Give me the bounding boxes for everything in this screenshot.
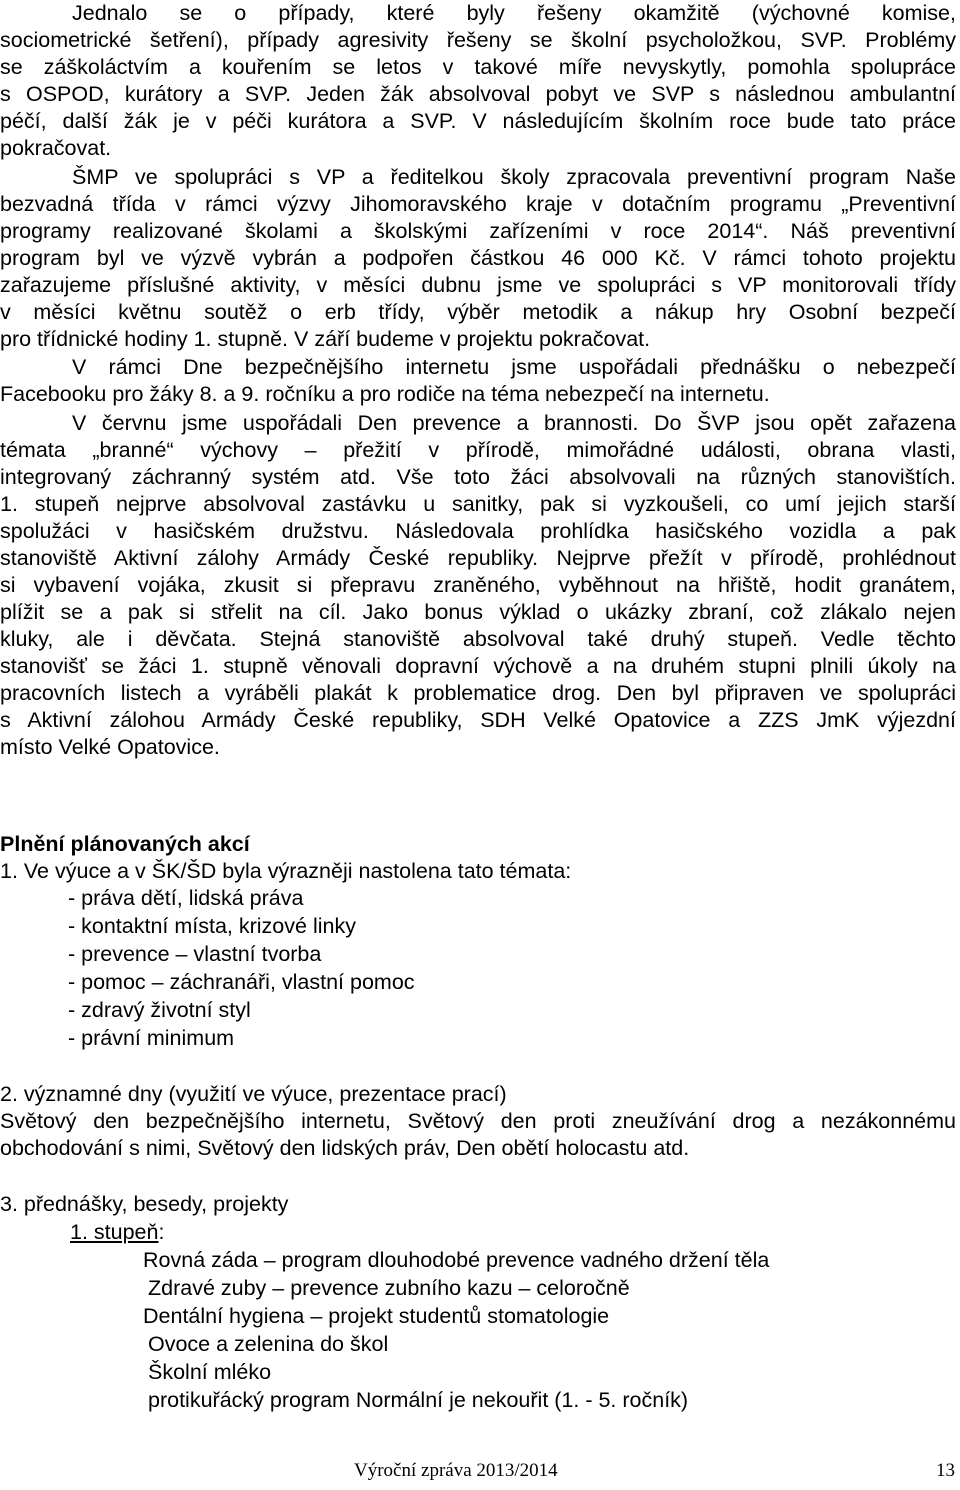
- list-title: 3. přednášky, besedy, projekty: [0, 1192, 289, 1216]
- text-line: obchodování s nimi, Světový den lidských práv, Den obětí holocastu atd.: [0, 1136, 690, 1160]
- text-line: pokračovat.: [0, 136, 112, 160]
- section-heading: Plnění plánovaných akcí: [0, 832, 250, 856]
- text-line: pracovních listech a vyráběli plakát k problematice drog. Den byl připraven ve spolupráci: [0, 681, 956, 705]
- text-line: Světový den bezpečnějšího internetu, Světový den proti zneužívání drog a nezákonnému: [0, 1109, 956, 1133]
- text-line: stanovišť se žáci 1. stupně věnovali dopravní výchově a na druhém stupni plnili úkoly na: [0, 654, 956, 678]
- text-line: V rámci Dne bezpečnějšího internetu jsme uspořádali přednášku o nebezpečí: [72, 355, 956, 379]
- list-item: - pomoc – záchranáři, vlastní pomoc: [68, 970, 415, 994]
- text-line: Jednalo se o případy, které byly řešeny okamžitě (výchovné komise,: [72, 1, 956, 25]
- text-line: bezvadná třída v rámci výzvy Jihomoravského kraje v dotačním programu „Preventivní: [0, 192, 956, 216]
- subheading-suffix: :: [158, 1220, 165, 1244]
- list-item: - právní minimum: [68, 1026, 235, 1050]
- text-line: stanoviště Aktivní zálohy Armády České republiky. Nejprve přežít v přírodě, prohlédnout: [0, 546, 956, 570]
- subheading-text: 1. stupeň: [70, 1220, 159, 1244]
- list-item: Školní mléko: [148, 1360, 272, 1384]
- list-item: - prevence – vlastní tvorba: [68, 942, 322, 966]
- text-line: 1. stupeň nejprve absolvoval zastávku u sanitky, pak si vyzkoušeli, co umí jejich starší: [0, 492, 956, 516]
- list-title: 1. Ve výuce a v ŠK/ŠD byla výrazněji nastolena tato témata:: [0, 859, 572, 883]
- page-number: 13: [936, 1460, 955, 1481]
- list-title: 2. významné dny (využití ve výuce, prezentace prací): [0, 1082, 507, 1106]
- list-item: protikuřácký program Normální je nekouřit (1. - 5. ročník): [148, 1388, 689, 1412]
- text-line: se záškoláctvím a kouřením se letos v takové míře nevyskytly, pomohla spolupráce: [0, 55, 956, 79]
- text-line: péčí, další žák je v péči kurátora a SVP. V následujícím školním roce bude tato práce: [0, 109, 956, 133]
- list-item: - práva dětí, lidská práva: [68, 886, 304, 910]
- text-line: programy realizované školami a školskými zařízeními v roce 2014“. Náš preventivní: [0, 219, 956, 243]
- list-item: Rovná záda – program dlouhodobé prevence vadného držení těla: [143, 1248, 770, 1272]
- text-line: místo Velké Opatovice.: [0, 735, 220, 759]
- text-line: pro třídnické hodiny 1. stupně. V září budeme v projektu pokračovat.: [0, 327, 651, 351]
- text-line: s Aktivní zálohou Armády České republiky, SDH Velké Opatovice a ZZS JmK výjezdní: [0, 708, 956, 732]
- text-line: spolužáci v hasičském družstvu. Následovala prohlídka hasičského vozidla a pak: [0, 519, 956, 543]
- list-item: - kontaktní místa, krizové linky: [68, 914, 356, 938]
- list-item: - zdravý životní styl: [68, 998, 251, 1022]
- text-line: sociometrické šetření), případy agresivity řešeny se školní psycholožkou, SVP. Problémy: [0, 28, 956, 52]
- text-line: ŠMP ve spolupráci s VP a ředitelkou školy zpracovala preventivní program Naše: [72, 165, 956, 189]
- text-line: program byl ve výzvě vybrán a podpořen částkou 46 000 Kč. V rámci tohoto projektu: [0, 246, 956, 270]
- text-line: kluky, ale i děvčata. Stejná stanoviště absolvoval také druhý stupeň. Vedle těchto: [0, 627, 956, 651]
- text-line: si vybavení vojáka, zkusit si přepravu zraněného, vyběhnout na hřiště, hodit granátem,: [0, 573, 956, 597]
- subheading: [70, 1219, 960, 1246]
- list-item: Dentální hygiena – projekt studentů stomatologie: [143, 1304, 610, 1328]
- text-line: zařazujeme příslušné aktivity, v měsíci dubnu jsme ve spolupráci s VP monitorovali třídy: [0, 273, 956, 297]
- text-line: integrovaný záchranný systém atd. Vše toto žáci absolvovali na různých stanovištích.: [0, 465, 956, 489]
- footer-title: Výroční zpráva 2013/2014: [354, 1460, 558, 1481]
- list-item: Ovoce a zelenina do škol: [148, 1332, 389, 1356]
- text-line: V červnu jsme uspořádali Den prevence a brannosti. Do ŠVP jsou opět zařazena: [72, 411, 956, 435]
- text-line: s OSPOD, kurátory a SVP. Jeden žák absolvoval pobyt ve SVP s následnou ambulantní: [0, 82, 956, 106]
- text-line: v měsíci květnu soutěž o erb třídy, výběr metodik a nákup hry Osobní bezpečí: [0, 300, 956, 324]
- text-line: plížit se a pak si střelit na cíl. Jako bonus výklad o ukázky zbraní, což zlákalo nejen: [0, 600, 956, 624]
- list-item: Zdravé zuby – prevence zubního kazu – celoročně: [148, 1276, 630, 1300]
- text-line: témata „branné“ výchovy – přežití v přírodě, mimořádné události, obrana vlasti,: [0, 438, 956, 462]
- text-line: Facebooku pro žáky 8. a 9. ročníku a pro rodiče na téma nebezpečí na internetu.: [0, 382, 770, 406]
